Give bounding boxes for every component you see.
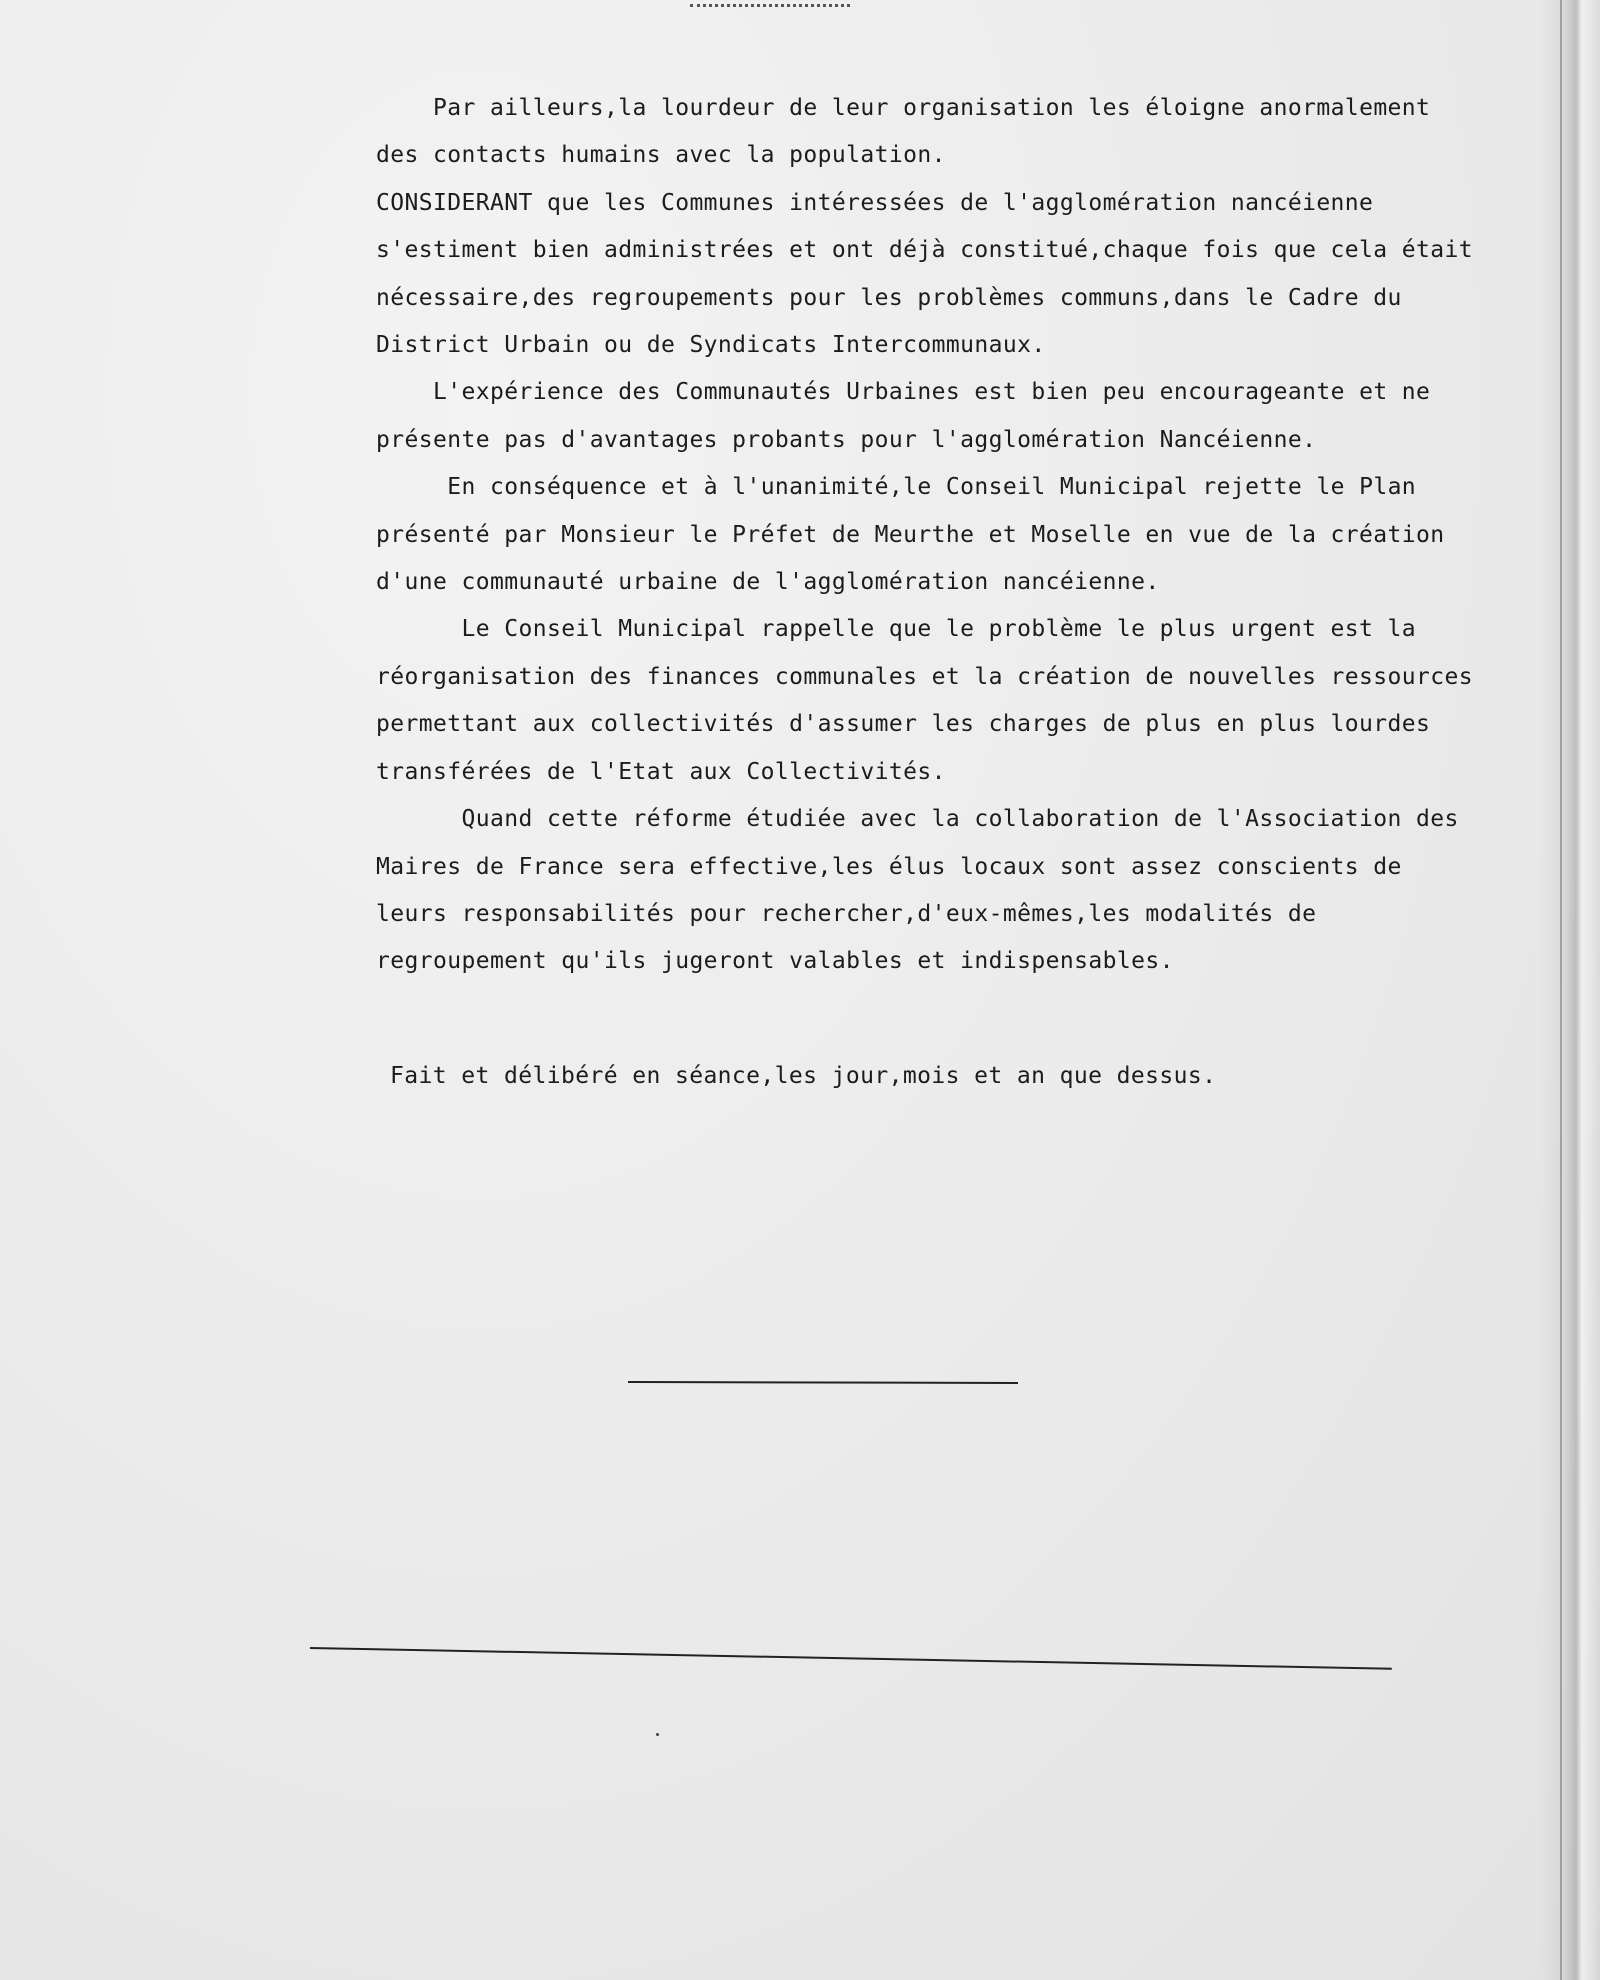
text-line: Le Conseil Municipal rappelle que le problème le plus urgent est la — [461, 616, 1417, 643]
ink-speck — [656, 1733, 659, 1736]
text-line: Quand cette réforme étudiée avec la collaboration de l'Association des — [461, 806, 1459, 833]
closing-statement: Fait et délibéré en séance,les jour,mois et an que dessus. — [390, 1063, 1217, 1089]
paragraph-reforme — [376, 796, 1536, 986]
text-line: des contacts humains avec la population. — [376, 142, 946, 169]
paragraph-considerant — [376, 180, 1536, 370]
text-line: leurs responsabilités pour rechercher,d'eux-mêmes,les modalités de — [376, 900, 1317, 927]
paragraph-consequence — [376, 464, 1536, 606]
cut-off-header-fragment — [690, 0, 850, 7]
page-fold-line — [1560, 0, 1562, 1980]
text-line: regroupement qu'ils jugeront valables et indispensables. — [376, 948, 1174, 975]
body-text — [376, 85, 1536, 986]
text-line: réorganisation des finances communales et la création de nouvelles ressources — [376, 663, 1474, 690]
text-line: CONSIDERANT que les Communes intéressées de l'agglomération nancéienne — [376, 189, 1374, 216]
long-divider-line — [310, 1647, 1392, 1670]
text-line: nécessaire,des regroupements pour les problèmes communs,dans le Cadre du — [376, 284, 1402, 311]
page-edge-shadow — [1540, 0, 1600, 1980]
paragraph-experience — [376, 369, 1536, 464]
text-line: Par ailleurs,la lourdeur de leur organisation les éloigne anormalement — [433, 95, 1431, 121]
text-line: En conséquence et à l'unanimité,le Conseil Municipal rejette le Plan — [447, 474, 1417, 501]
text-line: présente pas d'avantages probants pour l'agglomération Nancéienne. — [376, 426, 1317, 453]
text-line: présenté par Monsieur le Préfet de Meurthe et Moselle en vue de la création — [376, 521, 1445, 548]
text-line: d'une communauté urbaine de l'agglomération nancéienne. — [376, 569, 1160, 596]
text-line: L'expérience des Communautés Urbaines est bien peu encourageante et ne — [433, 379, 1431, 406]
text-line: transférées de l'Etat aux Collectivités. — [376, 758, 946, 785]
paragraph-conseil-rappelle — [376, 606, 1536, 796]
text-line: permettant aux collectivités d'assumer les charges de plus en plus lourdes — [376, 711, 1431, 738]
text-line: Maires de France sera effective,les élus locaux sont assez conscients de — [376, 853, 1402, 880]
text-line: s'estiment bien administrées et ont déjà constitué,chaque fois que cela était — [376, 237, 1474, 264]
paragraph-par-ailleurs — [376, 85, 1536, 180]
text-line: District Urbain ou de Syndicats Intercommunaux. — [376, 332, 1046, 359]
short-divider-line — [628, 1381, 1018, 1384]
